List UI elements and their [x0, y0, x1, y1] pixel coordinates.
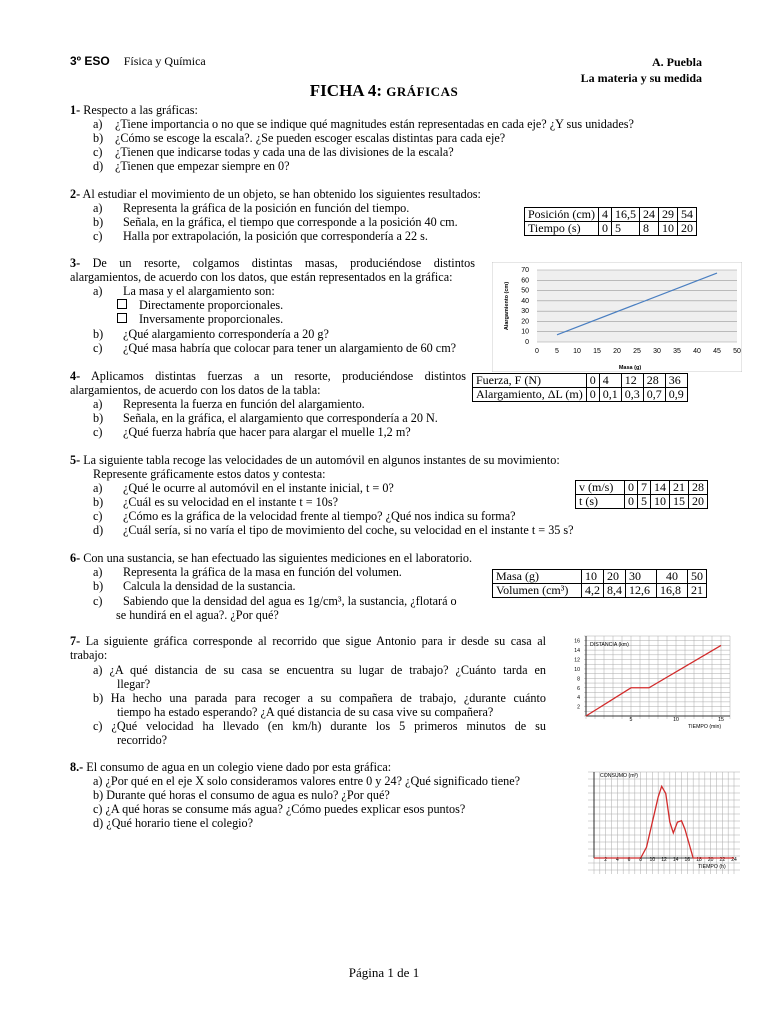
table-cell: t (s) [576, 495, 625, 509]
x-tick-label: 10 [649, 857, 656, 863]
table-cell: 36 [665, 374, 687, 388]
x-tick-label: 5 [555, 348, 559, 355]
item-text: ¿Cómo es la gráfica de la velocidad frente al tiempo? ¿Qué nos indica su forma? [123, 509, 516, 523]
table-cell: 10 [659, 222, 678, 236]
q5-intro-text: La siguiente tabla recoge las velocidades de un automóvil en algunos instantes de su movimiento: [83, 453, 560, 467]
item-label: d) [93, 523, 104, 537]
x-tick-label: 12 [661, 857, 667, 863]
x-tick-label: 20 [613, 348, 621, 355]
item-label: a) [93, 117, 103, 131]
y-tick-label: 2 [577, 704, 580, 711]
item-text: ¿Tiene importancia o no que se indique qué magnitudes están representadas en cada eje? ¿Y sus unidades? [115, 117, 634, 131]
q1-number: 1- [70, 103, 81, 117]
table-cell: 40 [657, 570, 688, 584]
table-cell: 12 [621, 374, 643, 388]
table-cell: 5 [612, 222, 640, 236]
table-cell: 21 [688, 584, 707, 598]
x-tick-label: 30 [653, 348, 661, 355]
x-tick-label: 10 [573, 348, 581, 355]
table-cell: 29 [659, 208, 678, 222]
table-row [473, 374, 688, 388]
q1-item [93, 145, 454, 159]
item-label: d) [93, 159, 104, 173]
table-cell: 16,8 [657, 584, 688, 598]
q2-data-table [524, 207, 697, 236]
q3-line: alargamientos, de acuerdo con los datos, que están representados en la gráfica: [70, 270, 453, 284]
table-cell: Posición (cm) [525, 208, 599, 222]
item-label: c) [93, 594, 103, 608]
item-text: ¿Qué masa habría que colocar para tener un alargamiento de 60 cm? [123, 341, 457, 355]
checkbox-inverse[interactable] [117, 313, 127, 323]
q4-data-table [472, 373, 688, 402]
unit-name: La materia y su medida [580, 71, 702, 85]
table-cell: 0 [625, 495, 638, 509]
item-label: c) [93, 145, 103, 159]
table-cell: 14 [651, 481, 670, 495]
subject: Física y Química [123, 54, 206, 68]
y-tick-label: 6 [577, 685, 580, 692]
table-cell: 15 [670, 495, 689, 509]
q3-item-c [93, 341, 456, 355]
item-text: Señala, en la gráfica, el tiempo que corresponde a la posición 40 cm. [123, 215, 458, 229]
y-tick-label: 40 [521, 297, 529, 305]
page-number: Página 1 de 1 [348, 965, 420, 980]
y-axis-label: Alargamiento (cm) [504, 281, 510, 331]
q7-item-a: a) ¿A qué distancia de su casa se encuentra su lugar de trabajo? ¿Cuánto tarda en [93, 663, 546, 677]
table-cell: Masa (g) [493, 570, 582, 584]
checkbox-direct[interactable] [117, 299, 127, 309]
q7-line: La siguiente gráfica corresponde al recorrido que sigue Antonio para ir desde su casa al [85, 634, 547, 648]
page-title [0, 81, 768, 100]
y-tick-label: 30 [521, 308, 529, 316]
table-row [493, 570, 707, 584]
q4-intro [70, 369, 466, 383]
table-row [576, 481, 708, 495]
q5-item [93, 509, 516, 523]
q5-item [93, 495, 338, 509]
x-axis-label: TIEMPO (min) [688, 724, 722, 730]
table-cell: Fuerza, F (N) [473, 374, 587, 388]
table-cell: 8 [640, 222, 659, 236]
table-cell: 10 [651, 495, 670, 509]
q5-number: 5- [70, 453, 81, 467]
table-row [525, 208, 697, 222]
table-cell: 5 [638, 495, 651, 509]
q7-item-a-cont: llegar? [117, 677, 151, 691]
table-cell: 0 [586, 388, 599, 402]
y-tick-label: 70 [521, 267, 529, 274]
q3-number: 3- [70, 256, 81, 270]
q1-item [93, 131, 505, 145]
q2-item [93, 215, 458, 229]
item-label: a) [93, 481, 103, 495]
table-cell: 20 [678, 222, 697, 236]
q4-item [93, 425, 411, 439]
q3-option [117, 298, 283, 312]
table-cell: 20 [689, 495, 708, 509]
table-cell: 0,1 [599, 388, 621, 402]
option-label: Inversamente proporcionales. [139, 312, 284, 326]
table-cell: 28 [643, 374, 665, 388]
q6-intro-text: Con una sustancia, se han efectuado las siguientes mediciones en el laboratorio. [83, 551, 473, 565]
x-tick-label: 24 [731, 857, 737, 863]
table-cell: 54 [678, 208, 697, 222]
item-text: Sabiendo que la densidad del agua es 1g/cm³, la sustancia, ¿flotará o [123, 594, 457, 608]
item-text: ¿Qué alargamiento correspondería a 20 g? [123, 327, 329, 341]
q7-line: trabajo: [70, 648, 108, 662]
q8-item: d) ¿Qué horario tiene el colegio? [93, 816, 254, 830]
q5-intro [70, 453, 560, 467]
q7-intro [70, 634, 546, 648]
q1-intro-text: Respecto a las gráficas: [83, 103, 198, 117]
x-axis-label: Masa (g) [618, 365, 642, 371]
y-tick-label: 10 [574, 666, 580, 673]
table-cell: 7 [638, 481, 651, 495]
table-cell: 24 [640, 208, 659, 222]
header-left [70, 54, 206, 68]
q7-item-b: b) Ha hecho una parada para recoger a su compañera de trabajo, ¿durante cuánto [93, 691, 546, 705]
item-text: ¿Qué fuerza habría que hacer para alargar el muelle 1,2 m? [123, 425, 411, 439]
q6-number: 6- [70, 551, 81, 565]
y-tick-label: 4 [577, 695, 580, 702]
data-series-line [586, 645, 721, 716]
table-cell: 8,4 [604, 584, 626, 598]
q4-item [93, 411, 438, 425]
water-consumption-chart [588, 766, 740, 876]
y-tick-label: 14 [574, 648, 580, 655]
item-text: Señala, en la gráfica, el alargamiento que correspondería a 20 N. [123, 411, 438, 425]
table-cell: 0 [586, 374, 599, 388]
table-cell: 30 [626, 570, 657, 584]
q2-intro [70, 187, 481, 201]
item-text: Representa la fuerza en función del alargamiento. [123, 397, 365, 411]
y-axis-title: CONSUMO (m³) [600, 773, 639, 779]
x-tick-label: 8 [639, 857, 643, 863]
q6-data-table [492, 569, 707, 598]
item-text: Halla por extrapolación, la posición que correspondería a 22 s. [123, 229, 428, 243]
table-cell: 28 [689, 481, 708, 495]
x-tick-label: 20 [707, 857, 714, 863]
item-label: a) [93, 284, 103, 298]
q8-item: b) Durante qué horas el consumo de agua es nulo? ¿Por qué? [93, 788, 390, 802]
x-tick-label: 15 [593, 348, 601, 355]
q5-item [93, 523, 574, 537]
item-text: ¿Cuál es su velocidad en el instante t = 10s? [123, 495, 339, 509]
q5-intro2: Represente gráficamente estos datos y contesta: [93, 467, 326, 481]
x-tick-label: 10 [673, 717, 679, 723]
table-cell: 0,3 [621, 388, 643, 402]
q4-number: 4- [70, 369, 81, 383]
q7-number: 7- [70, 634, 81, 648]
y-tick-label: 50 [521, 287, 529, 295]
table-cell: 4,2 [582, 584, 604, 598]
q2-number: 2- [70, 187, 81, 201]
q6-item-c-cont: se hundirá en el agua?. ¿Por qué? [116, 608, 279, 622]
distance-time-chart [562, 632, 734, 740]
item-label: a) [93, 201, 103, 215]
header-right [581, 54, 702, 86]
x-axis-label: TIEMPO (h) [698, 864, 726, 870]
q2-intro-text: Al estudiar el movimiento de un objeto, se han obtenido los siguientes resultados: [82, 187, 481, 201]
x-tick-label: 50 [733, 348, 741, 355]
y-tick-label: 20 [521, 318, 529, 326]
table-cell: Volumen (cm³) [493, 584, 582, 598]
q3-item-b [93, 327, 329, 341]
x-tick-label: 18 [696, 857, 702, 863]
q6-item-b [93, 579, 296, 593]
q5-data-table [575, 480, 708, 509]
item-label: b) [93, 411, 104, 425]
table-row [493, 584, 707, 598]
item-label: b) [93, 495, 104, 509]
q1-intro [70, 103, 198, 117]
item-text: ¿Qué le ocurre al automóvil en el instante inicial, t = 0? [123, 481, 394, 495]
item-text: ¿Tienen que empezar siempre en 0? [115, 159, 290, 173]
q8-item: a) ¿Por qué en el eje X solo consideramos valores entre 0 y 24? ¿Qué significado tiene? [93, 774, 521, 788]
y-tick-label: 10 [521, 328, 529, 336]
q4-line: alargamientos, de acuerdo con los datos de la tabla: [70, 383, 321, 397]
item-label: a) [93, 565, 103, 579]
q8-intro-text: El consumo de agua en un colegio viene dado por esta gráfica: [86, 760, 392, 774]
item-label: b) [93, 579, 104, 593]
q5-item [93, 481, 394, 495]
title-main: FICHA 4: [309, 81, 383, 100]
q3-intro [70, 256, 475, 270]
table-cell: 50 [688, 570, 707, 584]
y-tick-label: 0 [525, 339, 529, 346]
item-text: Representa la gráfica de la posición en función del tiempo. [123, 201, 410, 215]
spring-elongation-chart [492, 262, 742, 372]
q8-intro [70, 760, 391, 774]
table-cell: 20 [604, 570, 626, 584]
x-tick-label: 4 [615, 857, 619, 863]
table-cell: 0 [599, 222, 612, 236]
q6-intro [70, 551, 472, 565]
x-tick-label: 22 [719, 857, 726, 863]
table-cell: Alargamiento, ΔL (m) [473, 388, 587, 402]
x-tick-label: 16 [684, 857, 691, 863]
table-row [576, 495, 708, 509]
item-label: c) [93, 229, 103, 243]
table-row [525, 222, 697, 236]
item-text: ¿Tienen que indicarse todas y cada una de las divisiones de la escala? [115, 145, 454, 159]
x-tick-label: 2 [604, 857, 608, 863]
item-label: b) [93, 131, 104, 145]
item-text: Calcula la densidad de la sustancia. [123, 579, 296, 593]
q6-item-c [93, 594, 457, 608]
option-label: Directamente proporcionales. [139, 298, 284, 312]
x-tick-label: 14 [672, 857, 679, 863]
table-cell: 0 [625, 481, 638, 495]
item-label: c) [93, 425, 103, 439]
y-tick-label: 12 [574, 657, 580, 664]
table-cell: 16,5 [612, 208, 640, 222]
q7-item-c: c) ¿Qué velocidad ha llevado (en km/h) durante los 5 primeros minutos de su [93, 719, 546, 733]
q8-number: 8.- [70, 760, 84, 774]
q8-item: c) ¿A qué horas se consume más agua? ¿Cómo puedes explicar esos puntos? [93, 802, 466, 816]
q7-item-b-cont: tiempo ha estado esperando? ¿A qué distancia de su casa vive su compañera? [117, 705, 494, 719]
x-tick-label: 5 [629, 717, 633, 723]
item-label: a) [93, 397, 103, 411]
q4-line: Aplicamos distintas fuerzas a un resorte, produciéndose distintos [90, 369, 466, 383]
y-axis-title: DISTANCIA (km) [590, 642, 629, 648]
table-row [473, 388, 688, 402]
q3-item-a [93, 284, 275, 298]
x-tick-label: 35 [673, 348, 681, 355]
q4-item [93, 397, 365, 411]
x-tick-label: 45 [713, 348, 721, 355]
q1-item [93, 117, 634, 131]
item-text: Representa la gráfica de la masa en función del volumen. [123, 565, 402, 579]
q6-item-a [93, 565, 402, 579]
q7-item-c-cont: recorrido? [117, 733, 168, 747]
y-tick-label: 16 [574, 638, 580, 645]
q2-item [93, 229, 428, 243]
title-sub: GRÁFICAS [386, 84, 459, 99]
table-cell: 21 [670, 481, 689, 495]
item-text: La masa y el alargamiento son: [123, 284, 275, 298]
item-label: c) [93, 341, 103, 355]
q3-line: De un resorte, colgamos distintas masas, produciéndose distintos [92, 256, 476, 270]
y-tick-label: 8 [577, 676, 580, 683]
item-label: b) [93, 327, 104, 341]
table-cell: 0,9 [665, 388, 687, 402]
table-cell: v (m/s) [576, 481, 625, 495]
x-tick-label: 0 [535, 348, 539, 355]
course-level: 3º ESO [70, 54, 110, 68]
item-text: ¿Cuál sería, si no varía el tipo de movimiento del coche, su velocidad en el instante t = 35 s? [123, 523, 574, 537]
x-tick-label: 15 [718, 717, 724, 723]
item-label: c) [93, 509, 103, 523]
q3-option [117, 312, 283, 326]
table-cell: Tiempo (s) [525, 222, 599, 236]
author: A. Puebla [651, 55, 702, 69]
q1-item [93, 159, 290, 173]
table-cell: 0,7 [643, 388, 665, 402]
table-cell: 10 [582, 570, 604, 584]
x-tick-label: 6 [627, 857, 631, 863]
x-tick-label: 25 [633, 348, 641, 355]
item-text: ¿Cómo se escoge la escala?. ¿Se pueden escoger escalas distintas para cada eje? [115, 131, 506, 145]
y-tick-label: 60 [521, 277, 529, 285]
x-tick-label: 40 [693, 348, 701, 355]
table-cell: 4 [599, 208, 612, 222]
table-cell: 4 [599, 374, 621, 388]
table-cell: 12,6 [626, 584, 657, 598]
item-label: b) [93, 215, 104, 229]
q2-item [93, 201, 409, 215]
